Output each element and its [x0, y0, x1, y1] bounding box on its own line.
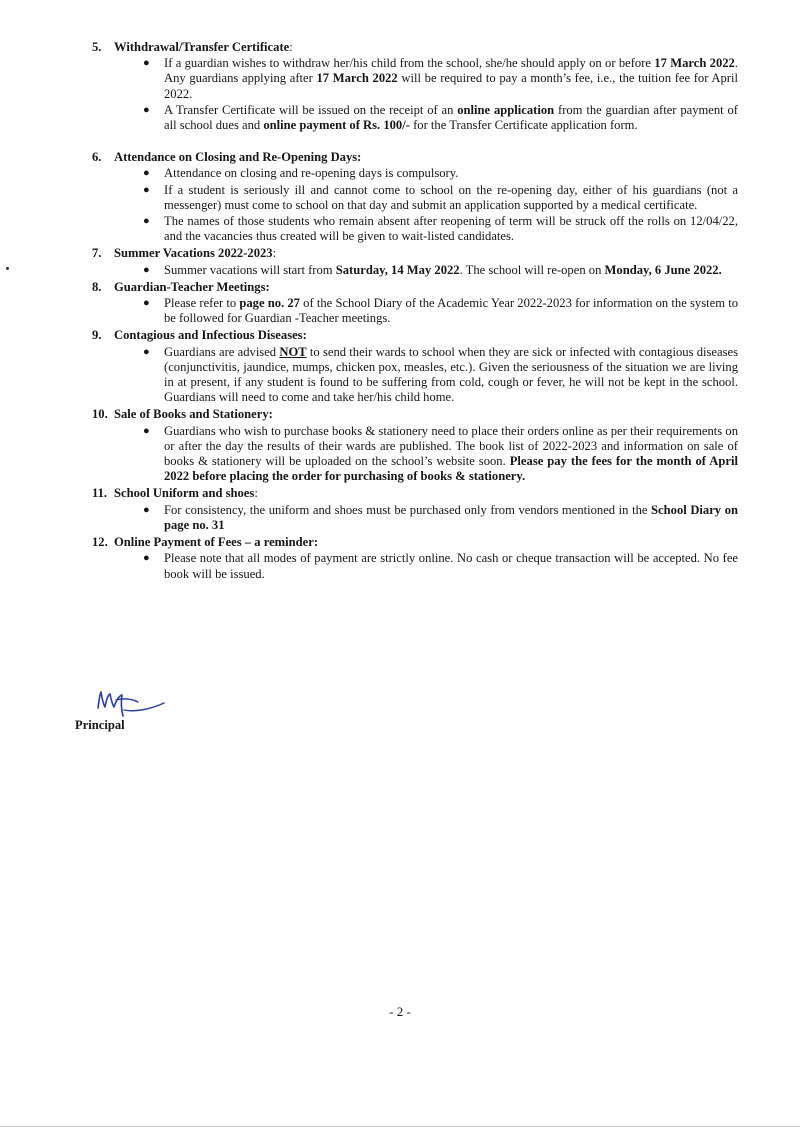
bullet-list [92, 56, 738, 133]
emphasis-bold: 17 March 2022 [654, 56, 735, 71]
section-heading [92, 40, 738, 55]
bullet-list [92, 424, 738, 485]
section [92, 328, 738, 405]
section-heading [92, 150, 738, 165]
bullet-dot-icon: ● [143, 263, 150, 276]
section-number: 11. [92, 486, 108, 501]
section-title: Withdrawal/Transfer Certificate [114, 40, 290, 54]
bullet-list [92, 296, 738, 326]
section-title-colon: : [272, 246, 277, 261]
bullet-item [92, 424, 738, 485]
section [92, 150, 738, 244]
bullet-dot-icon: ● [143, 503, 150, 516]
text-run: to send their wards to school when they are sick or infected with contagious diseases (conjunctivitis, jaundice, mumps, chicken pox, measles, etc.). Given the seriousness of the situation we are living in at present, if any student is found to be suffering from cold, cough or fever, he will not be kept in the school. Guardians will need to come and take her/his child home. [164, 344, 738, 405]
text-run: A Transfer Certificate will be issued on the receipt of an [164, 102, 458, 117]
bullet-dot-icon: ● [143, 183, 150, 196]
section [92, 280, 738, 327]
bullet-list [92, 503, 738, 533]
bullet-item [92, 214, 738, 244]
section-gap [92, 135, 738, 150]
text-run: For consistency, the uniform and shoes must be purchased only from vendors mentioned in the [164, 502, 652, 517]
emphasis-bold: 17 March 2022 [316, 71, 398, 86]
section-title: School Uniform and shoes [114, 486, 255, 501]
bullet-dot-icon: ● [143, 552, 150, 565]
bullet-dot-icon: ● [143, 345, 150, 358]
section [92, 407, 738, 484]
bullet-item [92, 263, 738, 278]
section-number: 10. [92, 407, 108, 422]
text-run: Attendance on closing and re-opening days is compulsory. [164, 166, 459, 181]
section-title-colon: : [289, 40, 293, 54]
emphasis-bold: Monday, 6 June 2022. [604, 262, 722, 277]
emphasis-bold: page no. 27 [239, 296, 300, 311]
text-run: . The school will re-open on [459, 262, 605, 277]
text-run: The names of those students who remain absent after reopening of term will be struck off the rolls on 12/04/22, and the vacancies thus created will be given to wait-listed candidates. [164, 214, 738, 244]
scan-speck [6, 267, 9, 270]
section-title-colon: : [254, 486, 258, 501]
section-title: Guardian-Teacher Meetings: [114, 279, 270, 294]
bullet-item [92, 183, 738, 213]
bullet-dot-icon: ● [143, 297, 150, 310]
section-number: 8. [92, 279, 102, 294]
section-number: 5. [92, 40, 102, 54]
text-run: will be required to pay a month’s fee, i.e., the tuition fee for April 2022. [164, 71, 738, 101]
emphasis-bold: Saturday, 14 May 2022 [335, 262, 460, 277]
bullet-dot-icon: ● [143, 57, 150, 70]
text-run: Summer vacations will start from [164, 262, 336, 277]
bullet-list [92, 345, 738, 406]
text-run: of the School Diary of the Academic Year 2022-2023 for information on the system to be followed for Guardian -Teacher meetings. [164, 296, 738, 326]
text-run: . Any guardians applying after [164, 56, 738, 86]
bullet-item [92, 103, 738, 133]
section-heading [92, 407, 738, 422]
bullet-item [92, 166, 738, 181]
section-heading [92, 328, 738, 343]
section-number: 12. [92, 535, 108, 550]
text-run: Please refer to [164, 296, 240, 311]
emphasis-underlined: NOT [279, 344, 307, 359]
principal-signature [94, 686, 174, 722]
emphasis-bold: Please pay the fees for the month of April 2022 before placing the order for purchasing of books & stationery. [164, 454, 738, 484]
bullet-dot-icon: ● [143, 424, 150, 437]
emphasis-bold: online payment of Rs. 100/- [263, 118, 410, 133]
section-title: Sale of Books and Stationery: [114, 407, 273, 422]
section-number: 9. [92, 328, 102, 343]
notice-body [92, 40, 738, 584]
section-title: Attendance on Closing and Re-Opening Days: [114, 150, 362, 165]
section-title: Contagious and Infectious Diseases: [114, 328, 307, 343]
bullet-list [92, 263, 738, 278]
bullet-dot-icon: ● [143, 103, 150, 116]
text-run: from the guardian after payment of all school dues and [164, 102, 739, 133]
text-run: Guardians who wish to purchase books & stationery need to place their orders online as per their requirements on or after the day the results of their wards are published. The book list of 2022-2023 and information on sale of books & stationery will be uploaded on the school’s website soon. [164, 423, 738, 469]
text-run: If a student is seriously ill and cannot come to school on the re-opening day, either of his guardians (not a messenger) must come to school on that day and submit an application supported by a medical certificate. [164, 182, 738, 212]
section [92, 486, 738, 533]
page-bottom-edge [0, 1126, 800, 1127]
section-title: Summer Vacations 2022-2023 [114, 246, 273, 261]
bullet-dot-icon: ● [143, 215, 150, 228]
section [92, 246, 738, 277]
bullet-item [92, 551, 738, 581]
bullet-item [92, 503, 738, 533]
bullet-item [92, 345, 738, 406]
section [92, 535, 738, 582]
section [92, 40, 738, 133]
bullet-item [92, 296, 738, 326]
section-heading [92, 535, 738, 550]
section-heading [92, 486, 738, 501]
text-run: If a guardian wishes to withdraw her/his child from the school, she/he should apply on or before [164, 56, 655, 71]
emphasis-bold: School Diary on page no. 31 [164, 502, 738, 532]
section-heading [92, 246, 738, 261]
bullet-item [92, 56, 738, 102]
emphasis-bold: online application [457, 102, 555, 117]
page-number: - 2 - [389, 1004, 411, 1019]
text-run: Guardians are advised [164, 344, 280, 359]
bullet-list [92, 166, 738, 244]
signatory-title: Principal [75, 718, 125, 732]
section-heading [92, 280, 738, 295]
bullet-list [92, 551, 738, 581]
section-number: 6. [92, 150, 102, 165]
section-title: Online Payment of Fees – a reminder: [114, 535, 319, 550]
text-run: Please note that all modes of payment are strictly online. No cash or cheque transaction will be accepted. No fee book will be issued. [164, 551, 738, 581]
text-run: for the Transfer Certificate application form. [409, 118, 638, 133]
bullet-dot-icon: ● [143, 167, 150, 180]
section-number: 7. [92, 246, 102, 261]
